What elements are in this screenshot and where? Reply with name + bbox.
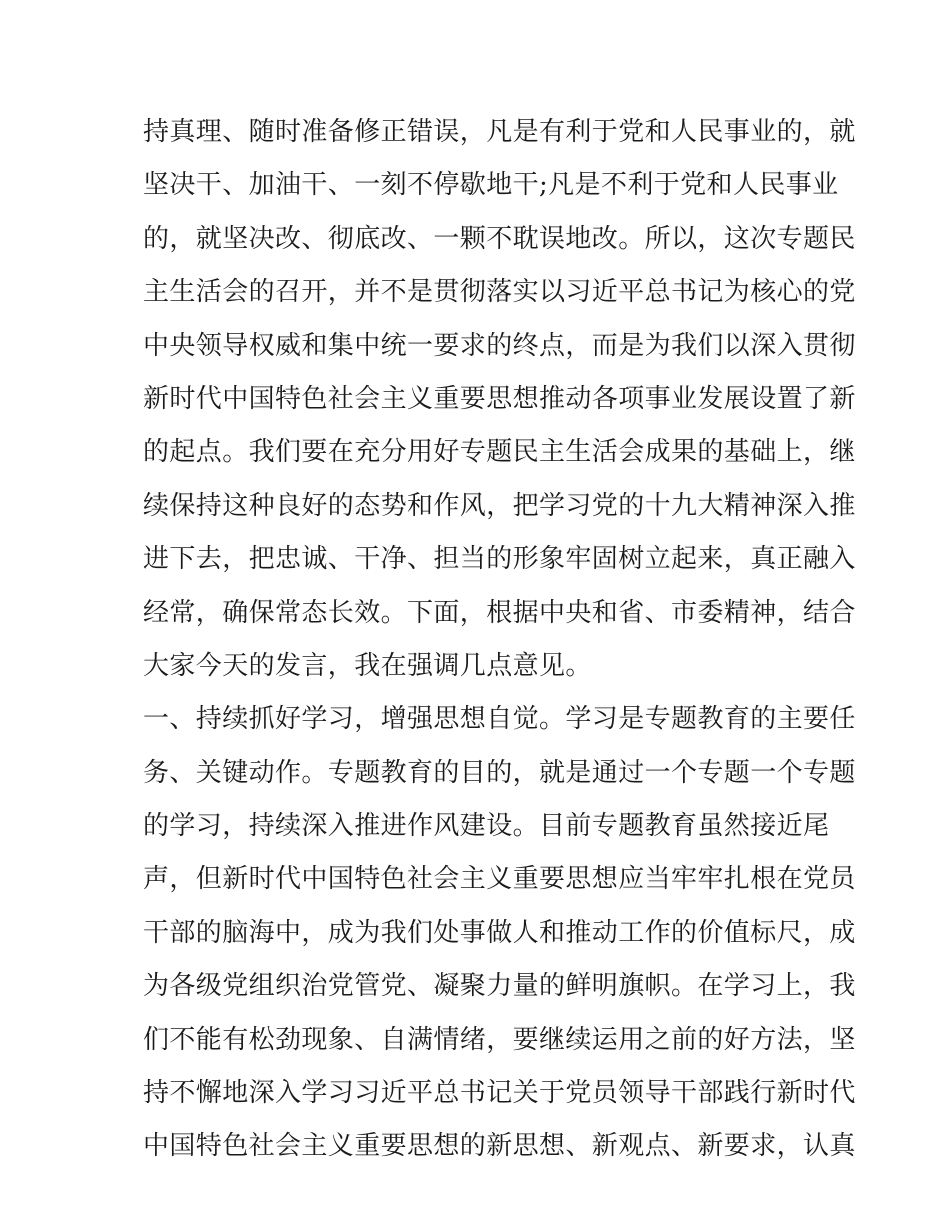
text-line: 的学习，持续深入推进作风建设。目前专题教育虽然接近尾 [143,811,830,842]
text-line: 进下去，把忠诚、干净、担当的形象牢固树立起来，真正融入 [143,544,856,575]
text-line: 务、关键动作。专题教育的目的，就是通过一个专题一个专题 [143,757,856,788]
text-line: 声，但新时代中国特色社会主义重要思想应当牢牢扎根在党员 [143,864,856,895]
text-line: 的，就坚决改、彻底改、一颗不耽误地改。所以，这次专题民 [143,223,856,254]
text-line: 主生活会的召开，并不是贯彻落实以习近平总书记为核心的党 [143,277,856,308]
text-line: 经常，确保常态长效。下面，根据中央和省、市委精神，结合 [143,597,856,628]
text-line: 持真理、随时准备修正错误，凡是有利于党和人民事业的，就 [143,117,856,147]
text-line: 们不能有松劲现象、自满情绪，要继续运用之前的好方法，坚 [143,1024,856,1055]
text-line: 干部的脑海中，成为我们处事做人和推动工作的价值标尺，成 [143,917,856,948]
text-line: 新时代中国特色社会主义重要思想推动各项事业发展设置了新 [143,383,856,414]
text-line: 续保持这种良好的态势和作风，把学习党的十九大精神深入推 [143,490,856,521]
text-line: 大家今天的发言，我在强调几点意见。 [143,650,592,681]
text-line: 的起点。我们要在充分用好专题民主生活会成果的基础上，继 [143,437,856,468]
text-line: 坚决干、加油干、一刻不停歇地干;凡是不利于党和人民事业 [143,170,839,201]
text-line: 中央领导权威和集中统一要求的终点，而是为我们以深入贯彻 [143,330,856,361]
text-line: 持不懈地深入学习习近平总书记关于党员领导干部践行新时代 [143,1078,856,1109]
body-text [143,106,856,1174]
text-line: 中国特色社会主义重要思想的新思想、新观点、新要求，认真 [143,1131,856,1162]
text-line: 为各级党组织治党管党、凝聚力量的鲜明旗帜。在学习上，我 [143,971,856,1002]
section-heading-line: 一、持续抓好学习，增强思想自觉。学习是专题教育的主要任 [143,704,856,735]
